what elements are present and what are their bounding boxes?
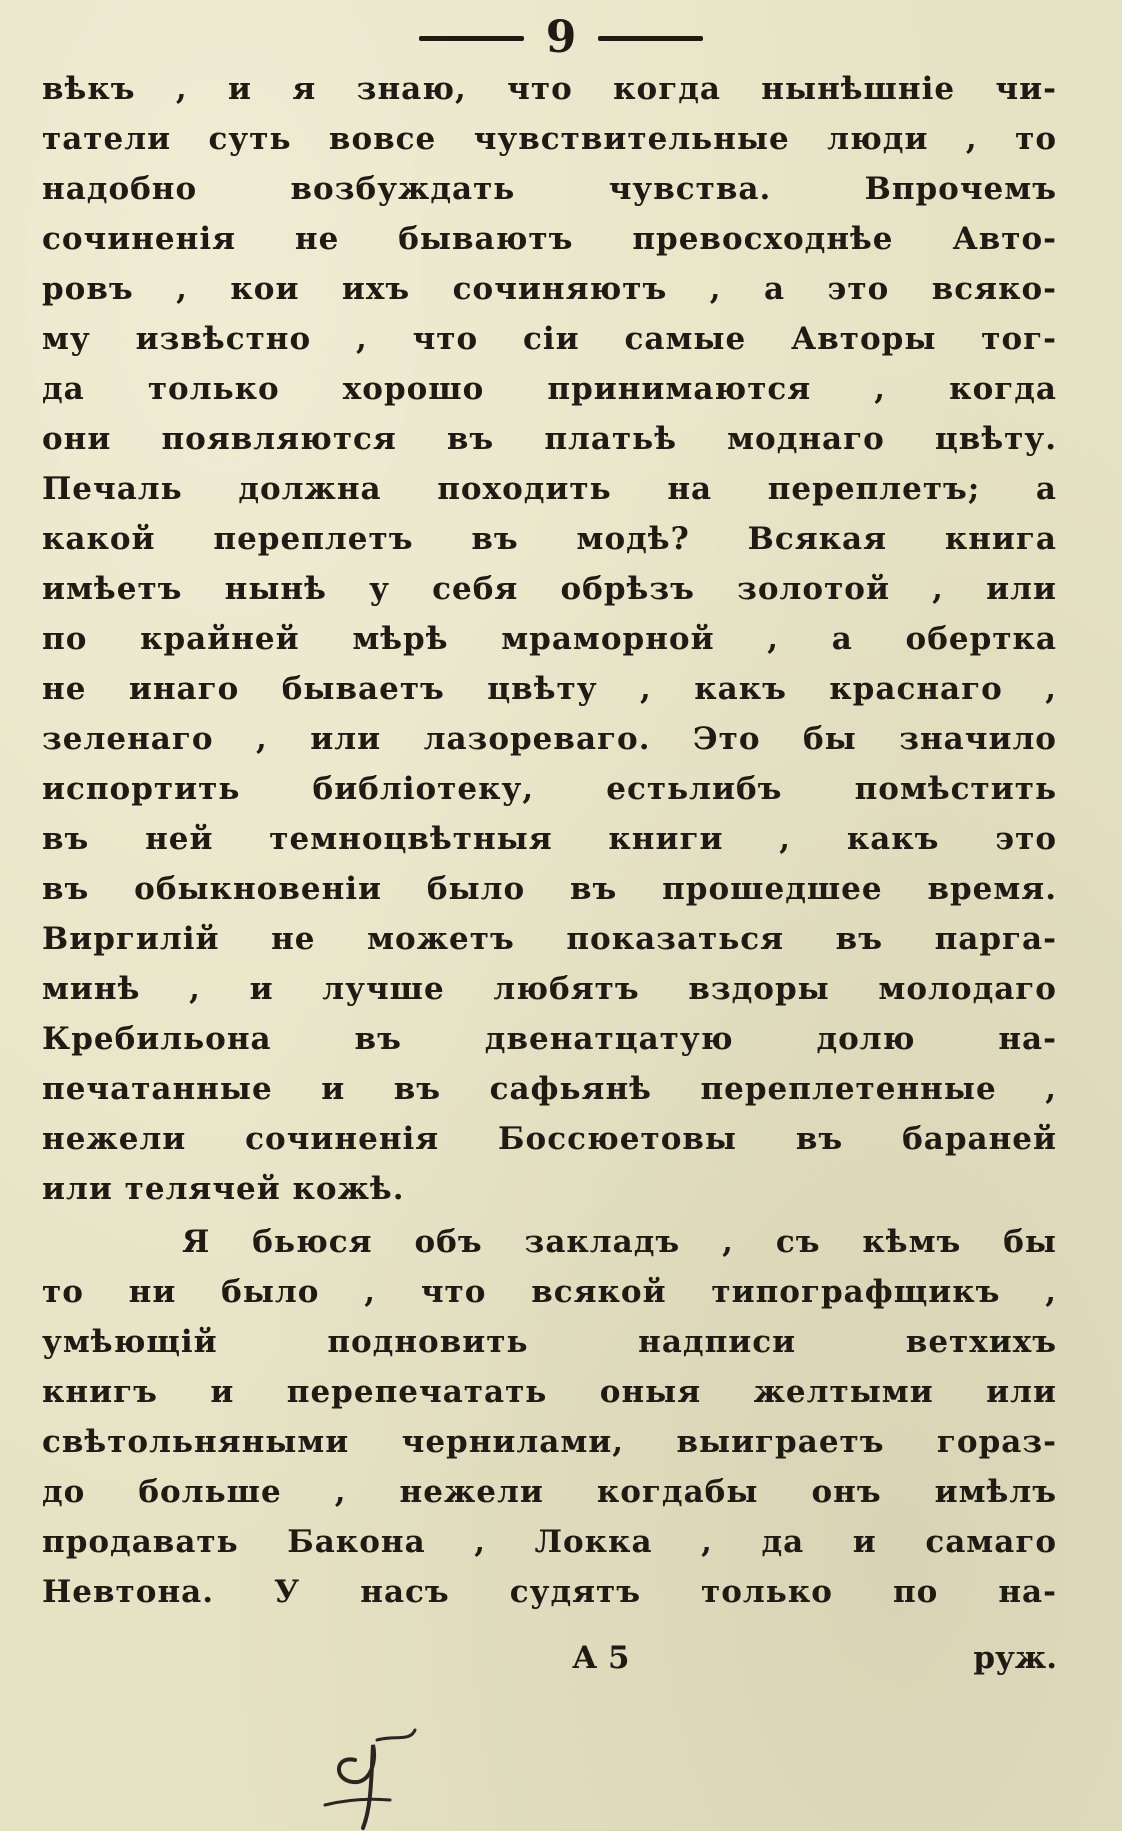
header-rule-right <box>598 36 703 41</box>
text-line: или телячей кожѣ. <box>42 1171 405 1207</box>
text-line: вѣкъ , и я знаю, что когда нынѣшніе чи- <box>42 71 1057 107</box>
text-line: ровъ , кои ихъ сочиняютъ , а это всяко- <box>42 271 1057 307</box>
text-line: то ни было , что всякой типографщикъ , <box>42 1274 1057 1310</box>
text-line: да только хорошо принимаются , когда <box>42 371 1057 407</box>
text-line: не инаго бываетъ цвѣту , какъ краснаго , <box>42 671 1057 707</box>
body-text <box>42 64 1057 1617</box>
page-footer <box>42 1640 1057 1690</box>
page-header <box>0 8 1122 68</box>
text-line: до больше , нежели когдабы онъ имѣлъ <box>42 1474 1057 1510</box>
handwritten-mark <box>315 1700 435 1831</box>
text-line: какой переплетъ въ модѣ? Всякая книга <box>42 521 1057 557</box>
text-line: книгъ и перепечатать оныя желтыми или <box>42 1374 1057 1410</box>
text-line: свѣтольняными чернилами, выиграетъ горaз- <box>42 1424 1057 1460</box>
text-line: сочиненія не бываютъ превосходнѣе Авто- <box>42 221 1057 257</box>
text-line: Невтона. У насъ судятъ только по на- <box>42 1574 1057 1610</box>
text-line: въ обыкновеніи было въ прошедшее время. <box>42 871 1057 907</box>
text-line: продавать Бакона , Локка , да и самаго <box>42 1524 1057 1560</box>
text-line: они появляются въ платьѣ моднаго цвѣту. <box>42 421 1057 457</box>
text-line: надобно возбуждать чувства. Впрочемъ <box>42 171 1057 207</box>
header-rule-left <box>419 36 524 41</box>
text-line: Печаль должна походить на переплетъ; а <box>42 471 1057 507</box>
page-number: 9 <box>545 12 577 63</box>
text-line: минѣ , и лучше любятъ вздоры молодаго <box>42 971 1057 1007</box>
text-line: испортить библіотеку, естьлибъ помѣстить <box>42 771 1057 807</box>
text-line: зеленаго , или лазореваго. Это бы значило <box>42 721 1057 757</box>
text-line: по крайней мѣрѣ мраморной , а обертка <box>42 621 1057 657</box>
catchword: руж. <box>973 1640 1057 1676</box>
text-line: Кребильона въ двенатцатую долю на- <box>42 1021 1057 1057</box>
text-line: татели суть вовсе чувствительные люди , то <box>42 121 1057 157</box>
text-line: печатанные и въ сафьянѣ переплетенные , <box>42 1071 1057 1107</box>
text-line: Виргилій не можетъ показаться въ парга- <box>42 921 1057 957</box>
text-line: Я бьюся объ закладъ , съ кѣмъ бы <box>182 1224 1057 1260</box>
text-line: нежели сочиненія Боссюетовы въ бараней <box>42 1121 1057 1157</box>
signature-mark: А 5 <box>572 1640 630 1676</box>
text-line: му извѣстно , что сіи самые Авторы тог- <box>42 321 1057 357</box>
text-line: въ ней темноцвѣтныя книги , какъ это <box>42 821 1057 857</box>
text-line: имѣетъ нынѣ у себя обрѣзъ золотой , или <box>42 571 1057 607</box>
text-line: умѣющій подновить надписи ветхихъ <box>42 1324 1057 1360</box>
